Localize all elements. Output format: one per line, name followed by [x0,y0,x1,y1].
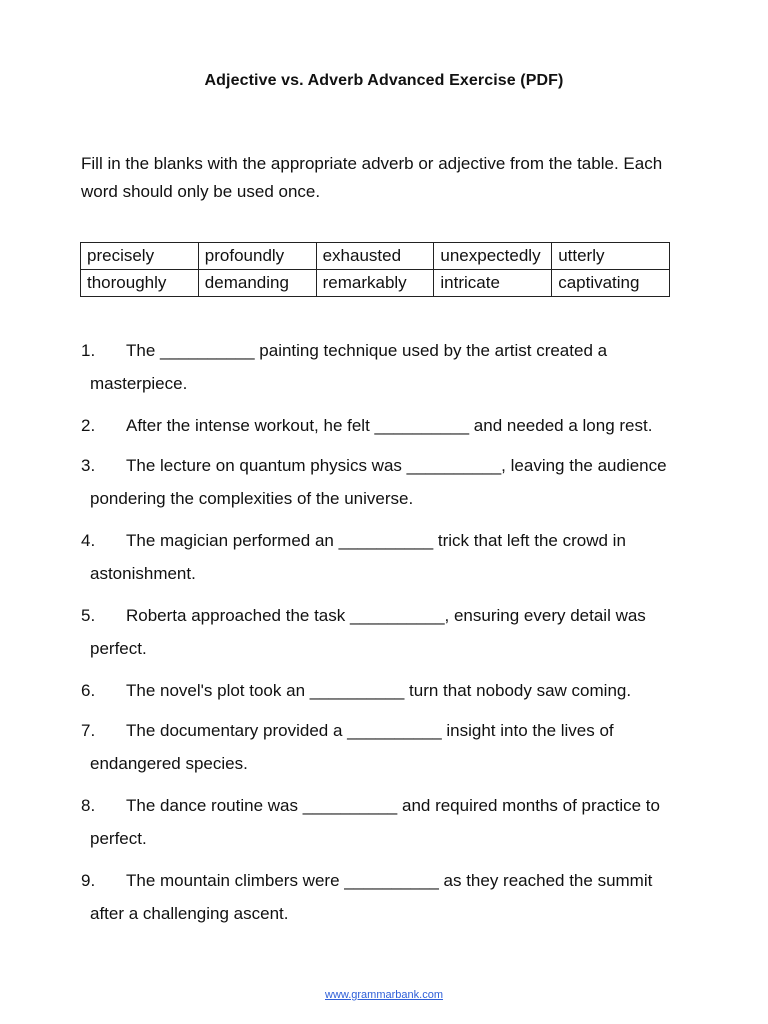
question-number: 6. [81,681,96,700]
question-continuation: perfect. [90,829,147,848]
question-first-line [81,336,691,366]
question-text: The mountain climbers were __________ as they reached the summit [126,871,653,890]
question-item [81,451,691,516]
question-first-line [81,676,691,706]
instructions-text: Fill in the blanks with the appropriate adverb or adjective from the table. Each word should only be used once. [81,154,663,201]
question-text: The lecture on quantum physics was __________, leaving the audience [126,456,667,475]
word-bank-cell: demanding [198,270,316,297]
question-number: 1. [81,341,96,360]
question-text: The novel's plot took an __________ turn that nobody saw coming. [126,681,632,700]
question-first-line [81,451,691,481]
word-bank-row [81,243,670,270]
word-bank-row [81,270,670,297]
question-item [81,526,691,591]
word-bank-cell: utterly [552,243,670,270]
question-continuation: perfect. [90,639,147,658]
footer [0,989,768,1001]
question-continuation: masterpiece. [90,374,188,393]
word-bank-cell: captivating [552,270,670,297]
question-first-line [81,526,691,556]
question-continuation: endangered species. [90,754,248,773]
question-text: After the intense workout, he felt __________ and needed a long rest. [126,416,653,435]
question-list [81,336,691,941]
question-item [81,336,691,401]
question-item [81,676,691,706]
word-bank-cell: exhausted [316,243,434,270]
question-continuation: after a challenging ascent. [90,904,289,923]
question-item [81,411,691,441]
question-first-line [81,716,691,746]
question-number: 9. [81,871,96,890]
question-first-line [81,866,691,896]
question-first-line [81,411,691,441]
question-continuation: astonishment. [90,564,196,583]
word-bank-table [80,242,670,297]
page-title: Adjective vs. Adverb Advanced Exercise (PDF) [204,72,564,89]
question-item [81,601,691,666]
question-number: 5. [81,606,96,625]
word-bank-cell: precisely [81,243,199,270]
word-bank-cell: thoroughly [81,270,199,297]
question-continuation: pondering the complexities of the universe. [90,489,414,508]
question-first-line [81,791,691,821]
question-text: The magician performed an __________ trick that left the crowd in [126,531,626,550]
question-number: 7. [81,721,96,740]
question-number: 8. [81,796,96,815]
word-bank-cell: intricate [434,270,552,297]
question-text: Roberta approached the task __________, ensuring every detail was [126,606,646,625]
website-link[interactable]: www.grammarbank.com [325,989,443,1001]
question-number: 3. [81,456,96,475]
word-bank-cell: remarkably [316,270,434,297]
question-text: The documentary provided a __________ insight into the lives of [126,721,614,740]
word-bank-cell: profoundly [198,243,316,270]
question-item [81,866,691,931]
word-bank-cell: unexpectedly [434,243,552,270]
question-text: The dance routine was __________ and required months of practice to [126,796,660,815]
question-number: 2. [81,416,96,435]
question-item [81,716,691,781]
question-text: The __________ painting technique used by the artist created a [126,341,608,360]
question-number: 4. [81,531,96,550]
question-item [81,791,691,856]
question-first-line [81,601,691,631]
